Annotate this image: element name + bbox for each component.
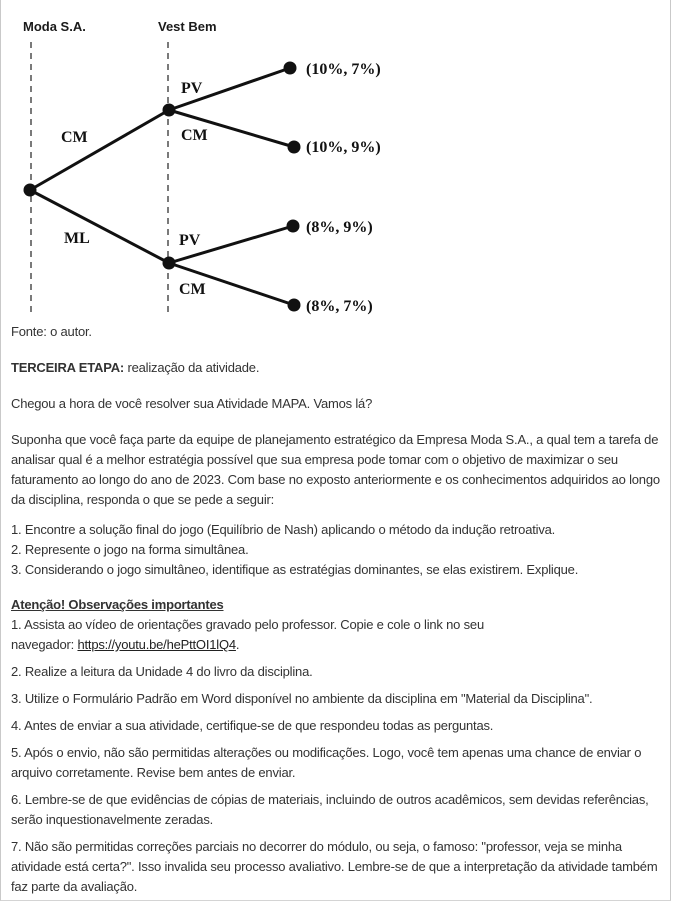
step-heading	[11, 358, 662, 378]
step-heading-bold: TERCEIRA ETAPA:	[11, 360, 125, 375]
task-list	[11, 520, 662, 580]
terminal-node-4	[288, 299, 301, 312]
game-tree-diagram	[1, 0, 671, 318]
observation-5: 5. Após o envio, não são permitidas alterações ou modificações. Logo, você tem apenas uma chance de enviar o arquivo corretamente. Revise bem antes de enviar.	[11, 745, 642, 780]
observation-7: 7. Não são permitidas correções parciais no decorrer do módulo, ou seja, o famoso: "professor, veja se minha atividade está certa?". Isso invalida seu processo avaliativo. Lembre-se de que a interpretação da atividade também faz parte da avaliação.	[11, 839, 658, 894]
observation-1-line2-prefix: navegador:	[11, 637, 78, 652]
edge-root-up	[30, 110, 169, 190]
decision-node-top	[163, 104, 176, 117]
branch-label-cm-bottom: CM	[179, 281, 206, 298]
decision-node-bottom	[163, 257, 176, 270]
edge-root-down	[30, 190, 169, 263]
observation-6: 6. Lembre-se de que evidências de cópias de materiais, incluindo de outros acadêmicos, sem devidas referências, serão inquestionavelmente zeradas.	[11, 792, 649, 827]
observation-1	[11, 615, 662, 655]
video-link[interactable]: https://youtu.be/hePttOI1lQ4	[77, 637, 236, 652]
payoff-1: (10%, 7%)	[306, 61, 381, 78]
player1-label: Moda S.A.	[23, 19, 86, 34]
game-tree-svg	[1, 0, 671, 318]
branch-label-pv-top: PV	[181, 80, 203, 97]
payoff-4: (8%, 7%)	[306, 298, 373, 315]
branch-label-cm-root: CM	[61, 129, 88, 146]
task-item-3: 3. Considerando o jogo simultâneo, identifique as estratégias dominantes, se elas existirem. Explique.	[11, 562, 579, 577]
branch-label-ml-root: ML	[64, 230, 90, 247]
terminal-node-2	[288, 141, 301, 154]
branch-label-cm-top: CM	[181, 127, 208, 144]
task-item-1: 1. Encontre a solução final do jogo (Equilíbrio de Nash) aplicando o método da indução retroativa.	[11, 522, 556, 537]
terminal-node-1	[284, 62, 297, 75]
payoff-3: (8%, 9%)	[306, 219, 373, 236]
terminal-node-3	[287, 220, 300, 233]
document-content	[1, 322, 670, 897]
branch-label-pv-bottom: PV	[179, 232, 201, 249]
intro-paragraph: Chegou a hora de você resolver sua Atividade MAPA. Vamos lá?	[11, 396, 373, 411]
scenario-paragraph: Suponha que você faça parte da equipe de planejamento estratégico da Empresa Moda S.A., a qual tem a tarefa de analisar qual é a melhor estratégia possível que sua empresa pode tomar com o objetivo de maximizar o seu faturamento ao longo do ano de 2023. Com base no exposto anteriormente e os conhecimentos adquiridos ao longo da disciplina, responda o que se pede a seguir:	[11, 432, 660, 507]
figure-source: Fonte: o autor.	[11, 324, 92, 339]
payoff-2: (10%, 9%)	[306, 139, 381, 156]
step-heading-rest: realização da atividade.	[124, 360, 260, 375]
observation-2: 2. Realize a leitura da Unidade 4 do livro da disciplina.	[11, 664, 313, 679]
root-node	[24, 184, 37, 197]
observation-3: 3. Utilize o Formulário Padrão em Word disponível no ambiente da disciplina em "Material da Disciplina".	[11, 691, 593, 706]
observation-4: 4. Antes de enviar a sua atividade, certifique-se de que respondeu todas as perguntas.	[11, 718, 494, 733]
observation-1-suffix: .	[235, 637, 240, 652]
observation-1-line1: 1. Assista ao vídeo de orientações gravado pelo professor. Copie e cole o link no seu	[11, 617, 484, 632]
task-item-2: 2. Represente o jogo na forma simultânea.	[11, 542, 249, 557]
attention-heading: Atenção! Observações importantes	[11, 597, 224, 612]
player2-label: Vest Bem	[158, 19, 217, 34]
